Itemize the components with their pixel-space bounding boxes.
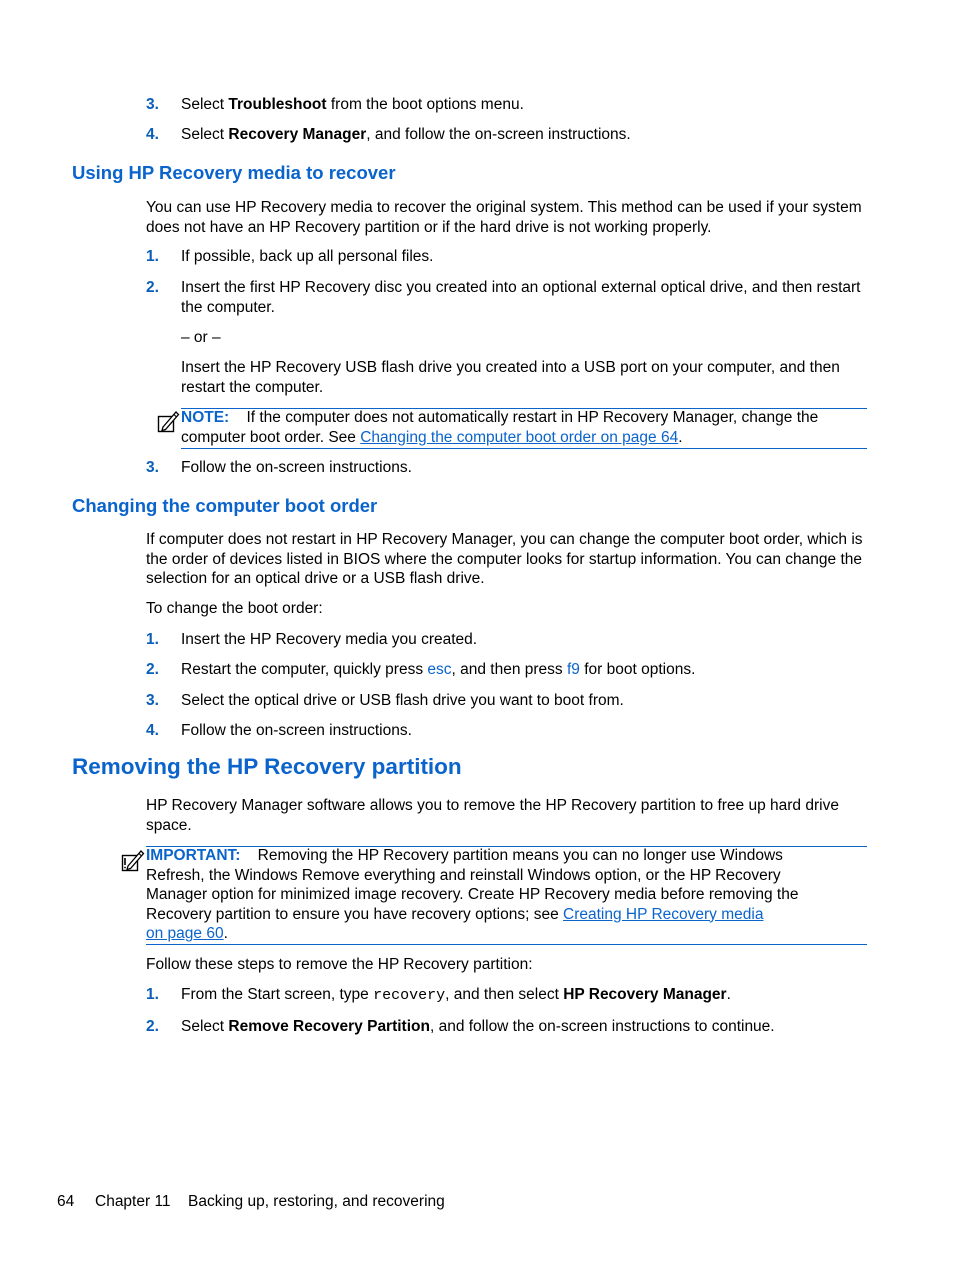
note-text <box>181 408 867 447</box>
link-changing-boot-order[interactable]: Changing the computer boot order on page 64 <box>360 428 679 446</box>
text: for boot options. <box>579 661 696 678</box>
text: , and follow the on-screen instructions. <box>366 126 631 143</box>
step-number: 3. <box>146 692 159 709</box>
step-text: If possible, back up all personal files. <box>181 248 434 265</box>
text: . <box>223 925 228 942</box>
ui-term: Troubleshoot <box>228 96 327 113</box>
footer-chapter: Chapter 11 <box>95 1193 171 1210</box>
important-text <box>146 846 812 944</box>
text: Removing the HP Recovery partition means you can no longer use Windows Refresh, the Windows Remove everything and reinstall Windows option, or the HP Recovery Manager option for minimized image recovery. Create HP Recovery media before removing the Recovery partition to ensure you have recovery options; see <box>146 847 799 923</box>
text: Select <box>181 126 229 143</box>
section-lead: To change the boot order: <box>146 600 323 617</box>
step-number: 2. <box>146 661 159 678</box>
note-label: NOTE: <box>181 409 230 426</box>
step-text: Select the optical drive or USB flash drive you want to boot from. <box>181 692 624 709</box>
code-recovery: recovery <box>373 987 446 1004</box>
step-number: 4. <box>146 126 159 143</box>
text: from the boot options menu. <box>326 96 524 113</box>
key-f9: f9 <box>566 661 580 678</box>
step-text: Insert the HP Recovery media you created. <box>181 631 478 648</box>
step-text: Insert the first HP Recovery disc you created into an optional external optical drive, and then restart the computer. <box>181 279 861 316</box>
important-bottom-rule <box>146 944 867 945</box>
step-text: Follow the on-screen instructions. <box>181 459 412 476</box>
text: , and then select <box>445 986 564 1003</box>
text: Select <box>181 1018 229 1035</box>
important-pencil-icon <box>120 848 146 880</box>
text: From the Start screen, type <box>181 986 374 1003</box>
note-pencil-icon <box>156 410 180 440</box>
step-number: 1. <box>146 631 159 648</box>
step-number: 3. <box>146 96 159 113</box>
text: If the computer does not automatically restart in HP Recovery Manager, change the computer boot order. See <box>181 409 819 446</box>
step-number: 1. <box>146 248 159 265</box>
ui-term: HP Recovery Manager <box>563 986 727 1003</box>
ui-term: Recovery Manager <box>228 126 367 143</box>
section-intro: HP Recovery Manager software allows you to remove the HP Recovery partition to free up hard drive space. <box>146 797 839 834</box>
section-intro: You can use HP Recovery media to recover the original system. This method can be used if your system does not have an HP Recovery partition or if the hard drive is not working properly. <box>146 199 862 236</box>
section-lead: Follow these steps to remove the HP Recovery partition: <box>146 956 533 973</box>
footer-chapter-title: Backing up, restoring, and recovering <box>188 1193 445 1210</box>
note-bottom-rule <box>181 448 867 449</box>
step-number: 2. <box>146 1018 159 1035</box>
text: Select <box>181 96 229 113</box>
step-number: 2. <box>146 279 159 296</box>
step-text <box>181 1017 871 1037</box>
key-esc: esc <box>427 661 452 678</box>
step-text <box>181 985 871 1006</box>
step-number: 1. <box>146 986 159 1003</box>
step-text: Follow the on-screen instructions. <box>181 722 412 739</box>
text: Restart the computer, quickly press <box>181 661 428 678</box>
step-text <box>181 125 871 145</box>
text: . <box>678 428 683 446</box>
link-creating-recovery-media[interactable]: Creating HP Recovery media <box>563 905 764 923</box>
section-heading-removing-partition: Removing the HP Recovery partition <box>72 754 462 779</box>
step-text <box>181 95 871 115</box>
text: . <box>726 986 731 1003</box>
important-label: IMPORTANT: <box>146 847 241 864</box>
or-separator: – or – <box>181 329 221 346</box>
section-intro: If computer does not restart in HP Recovery Manager, you can change the computer boot order, which is the order of devices listed in BIOS where the computer looks for startup information. You can change the selection for an optical drive or a USB flash drive. <box>146 531 863 587</box>
section-heading-changing-boot-order: Changing the computer boot order <box>72 495 378 516</box>
step-number: 4. <box>146 722 159 739</box>
text: , and then press <box>451 661 567 678</box>
section-heading-using-recovery-media: Using HP Recovery media to recover <box>72 162 396 183</box>
text: , and follow the on-screen instructions to continue. <box>429 1018 775 1035</box>
alternate-step-text: Insert the HP Recovery USB flash drive you created into a USB port on your computer, and then restart the computer. <box>181 359 840 396</box>
step-number: 3. <box>146 459 159 476</box>
page-number: 64 <box>57 1193 75 1210</box>
step-text <box>181 660 871 680</box>
link-page-60[interactable]: on page 60 <box>146 925 224 942</box>
ui-term: Remove Recovery Partition <box>228 1018 430 1035</box>
